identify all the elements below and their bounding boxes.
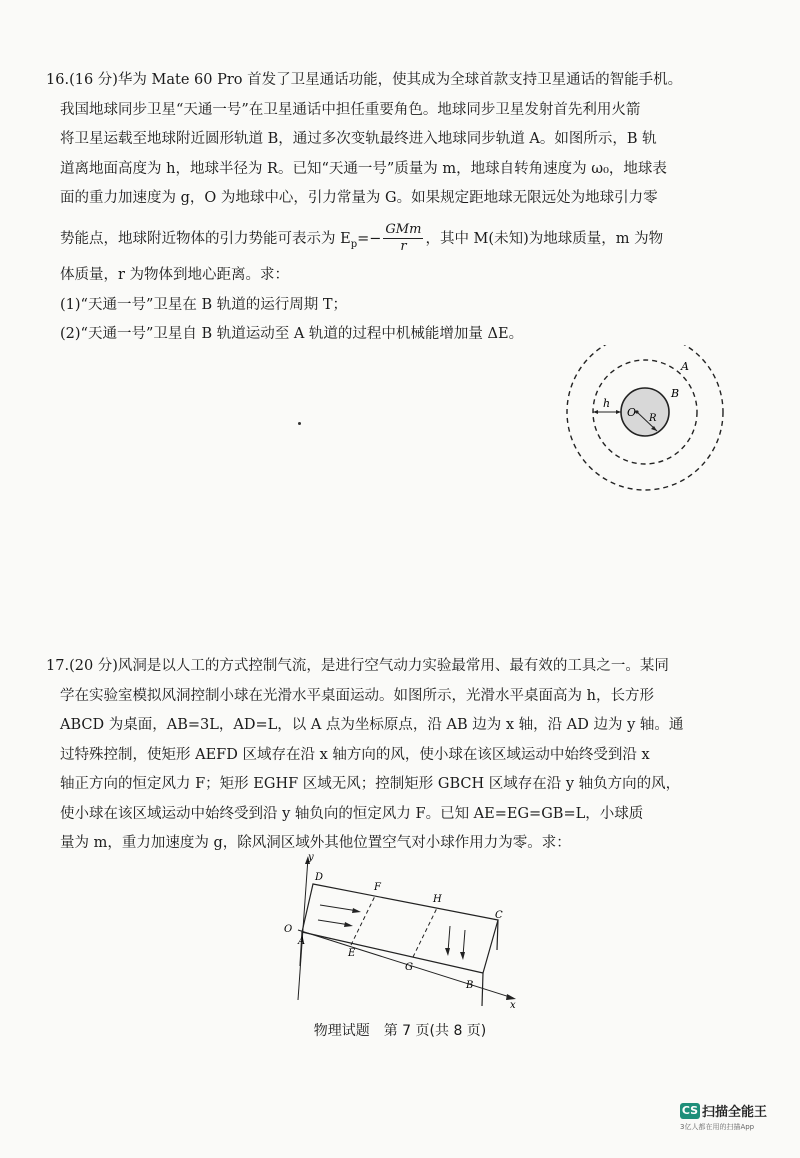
label-h-point: H	[433, 894, 442, 905]
orbit-figure	[565, 345, 725, 505]
scanner-app-name: 扫描全能王	[702, 1105, 768, 1120]
label-c-point: C	[495, 910, 503, 921]
scanner-app-slogan: 3亿人都在用的扫描App	[680, 1123, 755, 1131]
page-footer: 物理试题 第 7 页(共 8 页)	[313, 1023, 487, 1039]
stray-dot	[298, 422, 301, 425]
q16-line-3: 将卫星运载至地球附近圆形轨道 B，通过多次变轨最终进入地球同步轨道 A。如图所示，B 轨	[60, 131, 657, 147]
label-d-point: D	[315, 872, 324, 883]
label-r: R	[649, 413, 657, 424]
label-y-axis: y	[308, 852, 314, 863]
q16-formula-line: 势能点，地球附近物体的引力势能可表示为 $E_p=-$ $\frac{\text{GMm}}{r}$ ，其中 M(未知)为地球质量，m 为物	[60, 222, 664, 254]
q17-line-5: 轴正方向的恒定风力 F；矩形 EGHF 区域无风；控制矩形 GBCH 区域存在沿 y 轴负方向的风，	[60, 776, 681, 792]
label-x-axis: x	[510, 1000, 516, 1010]
q17-line-6: 使小球在该区域运动中始终受到沿 y 轴负向的恒定风力 F。已知 AE=EG=GB=L，小球质	[60, 805, 644, 822]
label-b-point: B	[466, 980, 474, 991]
q16-line-7: 体质量，r 为物体到地心距离。求：	[60, 267, 290, 284]
question-17	[46, 652, 740, 859]
question-16	[46, 66, 740, 350]
q16-line-2: 我国地球同步卫星“天通一号”在卫星通话中担任重要角色。地球同步卫星发射首先利用火箭	[60, 101, 641, 118]
label-o: O	[627, 406, 637, 419]
q16-line-4: 道离地面高度为 h，地球半径为 R。已知“天通一号”质量为 m，地球自转角速度为 ω₀，地球表	[60, 160, 667, 177]
label-e-point: E	[348, 948, 356, 959]
label-h: h	[603, 397, 611, 410]
q17-line-7: 量为 m，重力加速度为 g，除风洞区域外其他位置空气对小球作用力为零。求：	[60, 835, 571, 851]
potential-energy-fraction: $\frac{\text{GMm}}{r}$	[385, 222, 422, 254]
label-a-point: A	[298, 936, 306, 947]
label-a: A	[681, 360, 689, 373]
q17-line-4: 过特殊控制，使矩形 AEFD 区域存在沿 x 轴方向的风，使小球在该区域运动中始终受到沿 x	[60, 746, 650, 763]
q16-sub-question-2: (2)“天通一号”卫星自 B 轨道运动至 A 轨道的过程中机械能增加量 ΔE。	[60, 326, 524, 343]
q17-line-1: 17.(20 分)风洞是以人工的方式控制气流，是进行空气动力实验最常用、最有效的工具之一。某同	[46, 658, 669, 674]
label-origin: O	[284, 924, 293, 935]
scanner-watermark	[680, 1100, 780, 1140]
label-g-point: G	[405, 962, 413, 973]
q16-line-1: 16.(16 分)华为 Mate 60 Pro 首发了卫星通话功能，使其成为全球首款支持卫星通话的智能手机。	[46, 72, 683, 88]
q16-sub-question-1: (1)“天通一号”卫星在 B 轨道的运行周期 T；	[60, 296, 348, 313]
label-f-point: F	[374, 882, 381, 893]
q16-line-5: 面的重力加速度为 g，O 为地球中心，引力常量为 G。如果规定距地球无限远处为地球引力零	[60, 190, 658, 206]
q17-line-3: ABCD 为桌面，AB=3L，AD=L，以 A 点为坐标原点，沿 AB 边为 x 轴，沿 AD 边为 y 轴。通	[60, 717, 684, 733]
wind-tunnel-figure	[278, 850, 528, 1010]
q17-line-2: 学在实验室模拟风洞控制小球在光滑水平桌面运动。如图所示，光滑水平桌面高为 h，长方形	[60, 687, 654, 704]
label-b: B	[671, 387, 680, 400]
cs-logo-icon: CS	[681, 1103, 699, 1117]
